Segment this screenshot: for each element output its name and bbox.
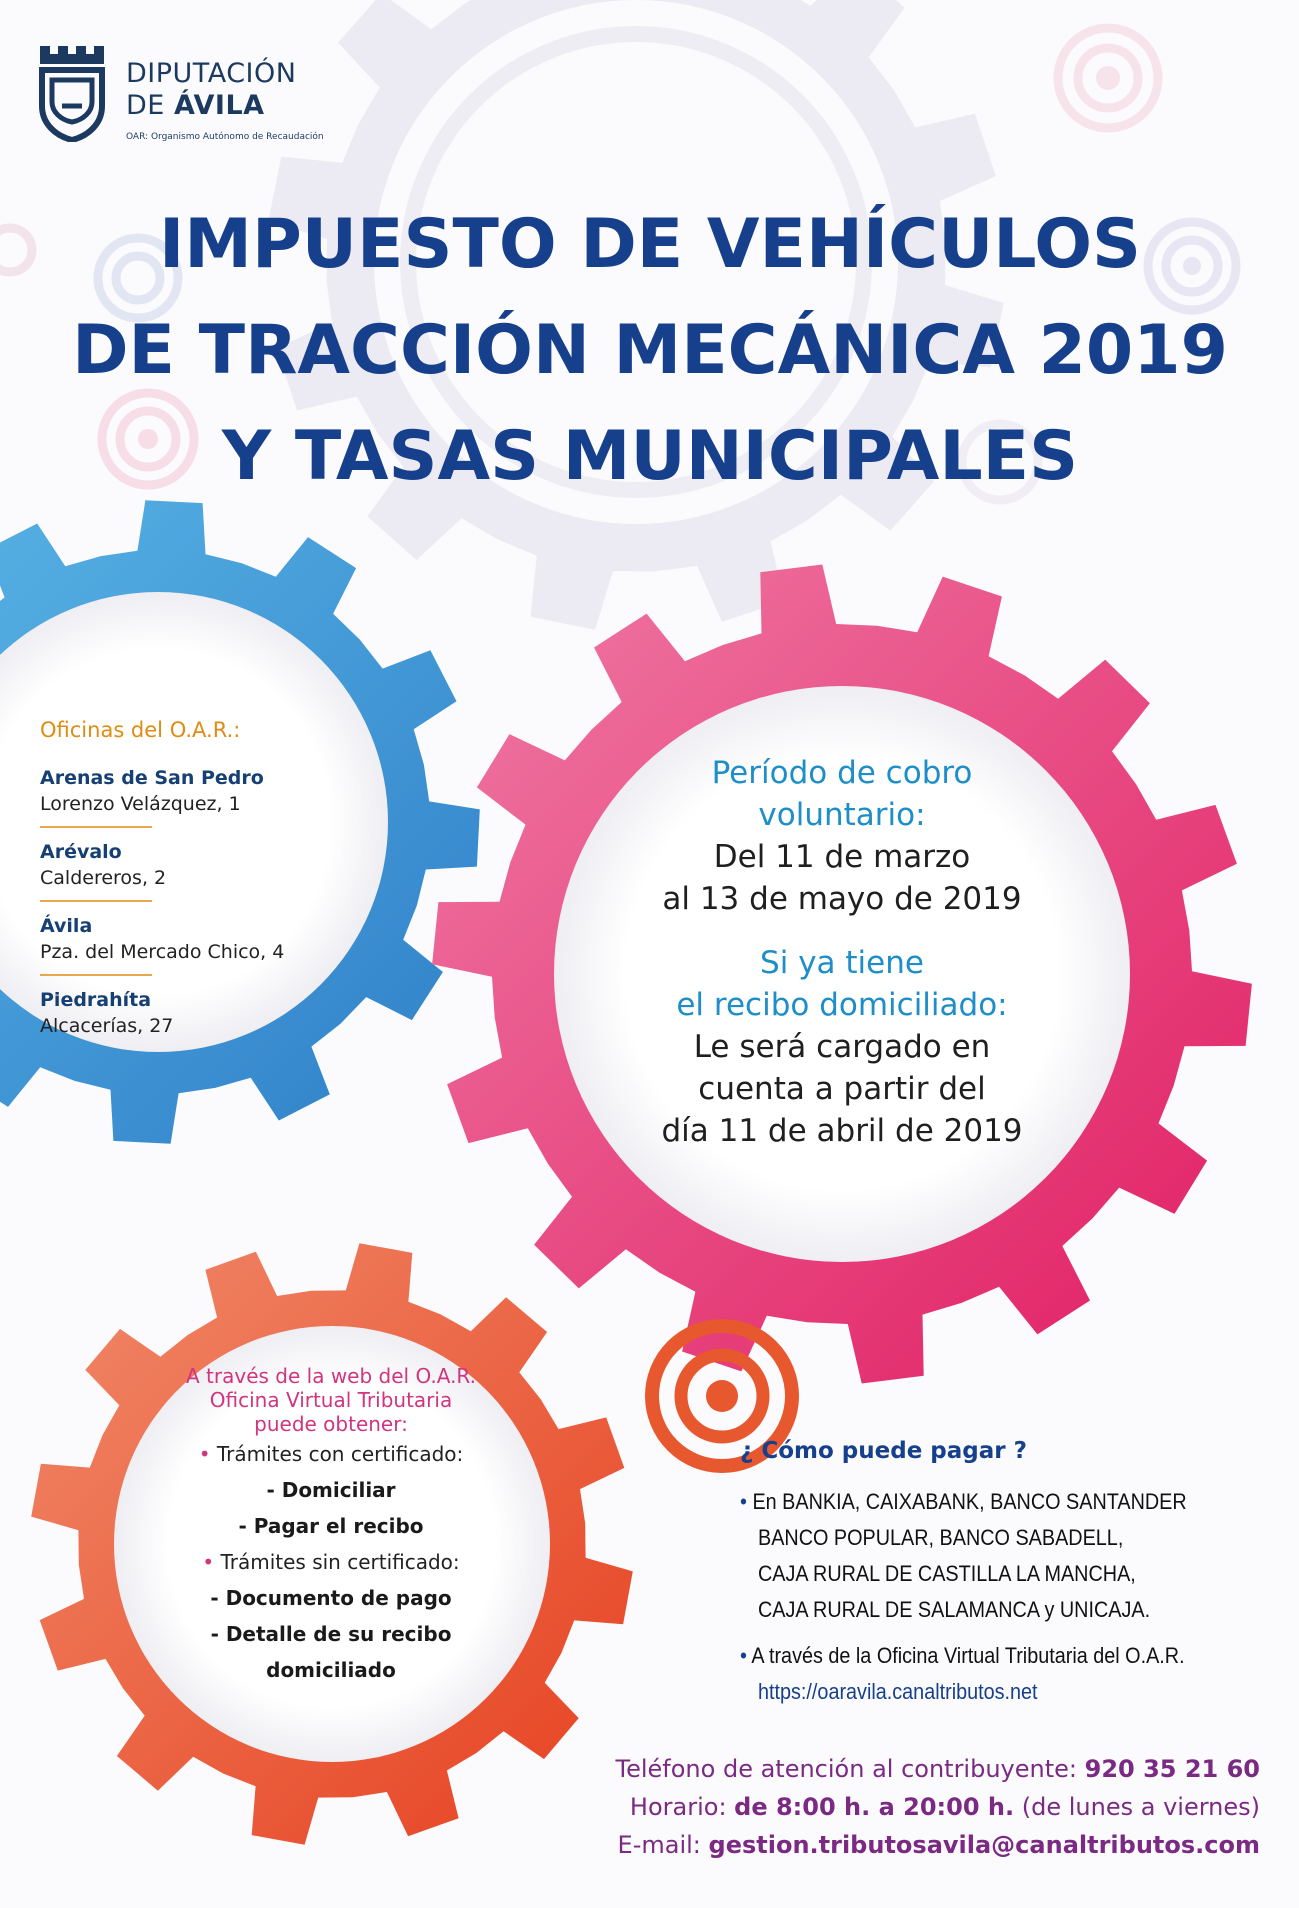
period-label: Período de cobro: [711, 755, 973, 791]
banks-text: En BANKIA, CAIXABANK, BANCO SANTANDER: [752, 1489, 1187, 1514]
bullet-icon: •: [740, 1643, 747, 1668]
logo-title-line1: DIPUTACIÓN: [126, 58, 297, 89]
office-address: Pza. del Mercado Chico, 4: [40, 941, 285, 963]
banks-line: BANCO POPULAR, BANCO SABADELL,: [758, 1525, 1124, 1550]
office-name: Arévalo: [40, 841, 122, 863]
office-address: Alcacerías, 27: [40, 1015, 174, 1037]
email-label: E-mail:: [617, 1831, 701, 1859]
phone-line: [560, 1750, 1260, 1788]
banks-line: CAJA RURAL DE CASTILLA LA MANCHA,: [758, 1561, 1136, 1586]
hours-value: de 8:00 h. a 20:00 h.: [734, 1793, 1015, 1821]
castle-shield-icon: [38, 42, 106, 142]
contact-panel: [560, 1750, 1260, 1864]
web-subitem: - Detalle de su recibo: [210, 1622, 452, 1646]
logo-title-line2: [126, 90, 265, 121]
period-dates: Del 11 de marzo: [713, 839, 971, 875]
direct-debit-text-2: cuenta a partir del: [698, 1071, 986, 1107]
web-intro-2: Oficina Virtual Tributaria: [209, 1388, 453, 1412]
how-to-pay-panel: [740, 1438, 1280, 1710]
logo-prefix: DE: [126, 90, 165, 121]
payment-period-panel: [592, 752, 1092, 1152]
phone-label: Teléfono de atención al contribuyente:: [615, 1755, 1077, 1783]
period-dates-2: al 13 de mayo de 2019: [662, 881, 1022, 917]
email-line: [560, 1826, 1260, 1864]
direct-debit-text-3: día 11 de abril de 2019: [661, 1113, 1023, 1149]
page-title: [60, 192, 1240, 510]
online-line: [740, 1638, 1226, 1674]
web-subitem: - Pagar el recibo: [238, 1514, 424, 1538]
offices-heading: Oficinas del O.A.R.:: [40, 718, 241, 742]
email-link[interactable]: gestion.tributosavila@canaltributos.com: [708, 1831, 1260, 1859]
divider: [40, 900, 152, 902]
logo-bold: ÁVILA: [173, 90, 265, 121]
web-subitem: domiciliado: [266, 1658, 396, 1682]
banks-line: CAJA RURAL DE SALAMANCA y UNICAJA.: [758, 1597, 1151, 1622]
office-item: [40, 766, 340, 828]
logo: [38, 38, 398, 158]
office-name: Piedrahíta: [40, 989, 152, 1011]
web-item: [146, 1436, 516, 1472]
bullet-icon: •: [740, 1489, 747, 1514]
web-subitem: - Domiciliar: [266, 1478, 396, 1502]
web-services-panel: [146, 1364, 516, 1688]
office-url-link[interactable]: https://oaravila.canaltributos.net: [758, 1679, 1038, 1704]
phone-number[interactable]: 920 35 21 60: [1084, 1755, 1260, 1783]
period-label-2: voluntario:: [758, 797, 926, 833]
web-intro-3: puede obtener:: [254, 1412, 408, 1436]
title-line3: Y TASAS MUNICIPALES: [221, 417, 1079, 496]
hours-label: Horario:: [629, 1793, 727, 1821]
office-item: [40, 914, 340, 976]
office-item: [40, 840, 340, 902]
divider: [40, 974, 152, 976]
direct-debit-label: Si ya tiene: [760, 945, 924, 981]
office-address: Caldereros, 2: [40, 867, 167, 889]
bullet-icon: •: [198, 1442, 211, 1466]
web-item-label: Trámites con certificado:: [216, 1442, 464, 1466]
office-name: Ávila: [40, 915, 93, 937]
title-line2: DE TRACCIÓN MECÁNICA 2019: [72, 311, 1228, 390]
web-item-label: Trámites sin certificado:: [220, 1550, 460, 1574]
web-item: [146, 1544, 516, 1580]
direct-debit-label-2: el recibo domiciliado:: [676, 987, 1008, 1023]
direct-debit-text: Le será cargado en: [693, 1029, 991, 1065]
web-intro: A través de la web del O.A.R.: [186, 1364, 476, 1388]
title-line1: IMPUESTO DE VEHÍCULOS: [159, 205, 1141, 284]
offices-panel: [40, 718, 340, 1051]
hours-days: (de lunes a viernes): [1021, 1793, 1260, 1821]
office-name: Arenas de San Pedro: [40, 767, 264, 789]
banks-line: [740, 1484, 1226, 1520]
office-item: [40, 988, 340, 1039]
office-address: Lorenzo Velázquez, 1: [40, 793, 241, 815]
divider: [40, 826, 152, 828]
hours-line: [560, 1788, 1260, 1826]
bullet-icon: •: [202, 1550, 215, 1574]
logo-subtitle: OAR: Organismo Autónomo de Recaudación: [126, 132, 324, 142]
web-subitem: - Documento de pago: [210, 1586, 452, 1610]
online-text: A través de la Oficina Virtual Tributaria del O.A.R.: [751, 1643, 1185, 1668]
how-to-pay-heading: ¿ Cómo puede pagar ?: [740, 1438, 1027, 1464]
